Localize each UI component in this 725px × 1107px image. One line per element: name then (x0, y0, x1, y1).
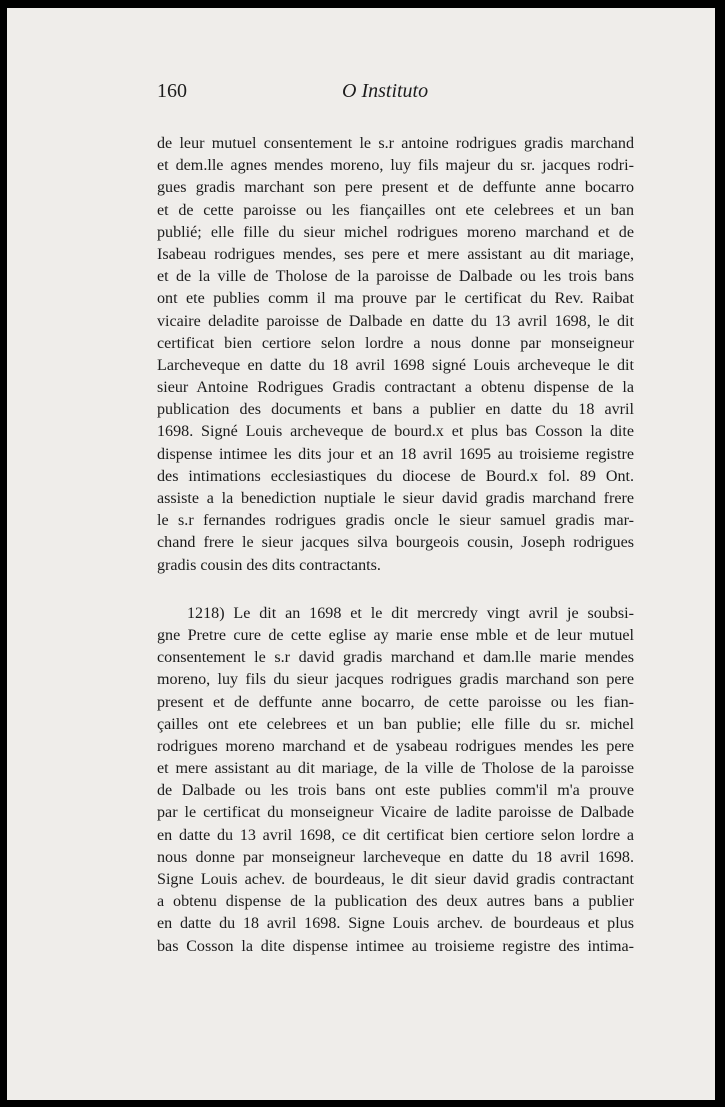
paragraph (157, 603, 634, 958)
text-line: et dem.lle agnes mendes moreno, luy fils majeur du sr. jacques rodri- (157, 157, 634, 175)
text-line: vicaire deladite paroisse de Dalbade en datte du 13 avril 1698, le dit (157, 312, 634, 330)
body-text (157, 133, 634, 958)
text-line: nous donne par monseigneur larcheveque en datte du 18 avril 1698. (157, 848, 634, 866)
text-line: de leur mutuel consentement le s.r antoine rodrigues gradis marchand (157, 135, 634, 152)
text-line: ont ete publies comm il ma prouve par le certificat du Rev. Raibat (157, 290, 634, 308)
text-line: çailles ont ete celebrees et un ban publie; elle fille du sr. michel (157, 715, 634, 733)
text-line: 1698. Signé Louis archeveque de bourd.x et plus bas Cosson la dite (157, 423, 634, 441)
text-line: gues gradis marchant son pere present et de deffunte anne bocarro (157, 179, 634, 197)
text-line: moreno, luy fils du sieur jacques rodrigues gradis marchand son pere (157, 671, 634, 689)
text-line: le s.r fernandes rodrigues gradis oncle le sieur samuel gradis mar- (157, 512, 634, 530)
text-line: chand frere le sieur jacques silva bourgeois cousin, Joseph rodrigues (157, 534, 634, 552)
text-line: publication des documents et bans a publier en datte du 18 avril (157, 401, 634, 419)
text-line: en datte du 18 avril 1698. Signe Louis archev. de bourdeaus et plus (157, 915, 634, 933)
text-line: et de la ville de Tholose de la paroisse de Dalbade ou les trois bans (157, 268, 634, 286)
text-line: Signe Louis achev. de bourdeaus, le dit sieur david gradis contractant (157, 871, 634, 888)
text-line: gne Pretre cure de cette eglise ay marie ense mble et de leur mutuel (157, 626, 634, 644)
text-line: des intimations ecclesiastiques du diocese de Bourd.x fol. 89 Ont. (157, 467, 634, 485)
text-line: en datte du 13 avril 1698, ce dit certificat bien certiore selon lordre a (157, 826, 634, 844)
text-line: publié; elle fille du sieur michel rodrigues moreno marchand et de (157, 223, 634, 241)
text-line: 1218) Le dit an 1698 et le dit mercredy vingt avril je soubsi- (187, 604, 634, 622)
text-line: a obtenu dispense de la publication des deux autres bans a publier (157, 893, 634, 911)
text-line: bas Cosson la dite dispense intimee au troisieme registre des intima- (157, 937, 634, 955)
text-line: consentement le s.r david gradis marchand et dam.lle marie mendes (157, 649, 634, 667)
text-line: sieur Antoine Rodrigues Gradis contractant a obtenu dispense de la (157, 379, 634, 397)
text-line: assiste a la benediction nuptiale le sieur david gradis marchand frere (157, 490, 634, 507)
text-line: gradis cousin des dits contractants. (157, 556, 381, 574)
text-line: present et de deffunte anne bocarro, de cette paroisse ou les fian- (157, 693, 634, 711)
text-line: rodrigues moreno marchand et de ysabeau rodrigues mendes les pere (157, 737, 634, 755)
text-line: Isabeau rodrigues mendes, ses pere et mere assistant au dit mariage, (157, 245, 634, 263)
paragraph (157, 133, 634, 577)
text-line: certificat bien certiore selon lordre a nous donne par monseigneur (157, 334, 634, 352)
page-header (157, 80, 557, 110)
text-line: dispense intimee les dits jour et an 18 avril 1695 au troisieme registre (157, 445, 634, 463)
page-number: 160 (157, 80, 187, 102)
text-line: par le certificat du monseigneur Vicaire de ladite paroisse de Dalbade (157, 804, 634, 822)
text-line: et de cette paroisse ou les fiançailles ont ete celebrees et un ban (157, 201, 634, 219)
text-line: de Dalbade ou les trois bans ont este publies comm'il m'a prouve (157, 782, 634, 800)
text-line: Larcheveque en datte du 18 avril 1698 signé Louis archeveque le dit (157, 356, 634, 374)
document-page (7, 8, 715, 1100)
text-line: et mere assistant au dit mariage, de la ville de Tholose de la paroisse (157, 760, 634, 778)
running-title: O Instituto (342, 80, 429, 102)
paragraph-gap (157, 577, 634, 603)
